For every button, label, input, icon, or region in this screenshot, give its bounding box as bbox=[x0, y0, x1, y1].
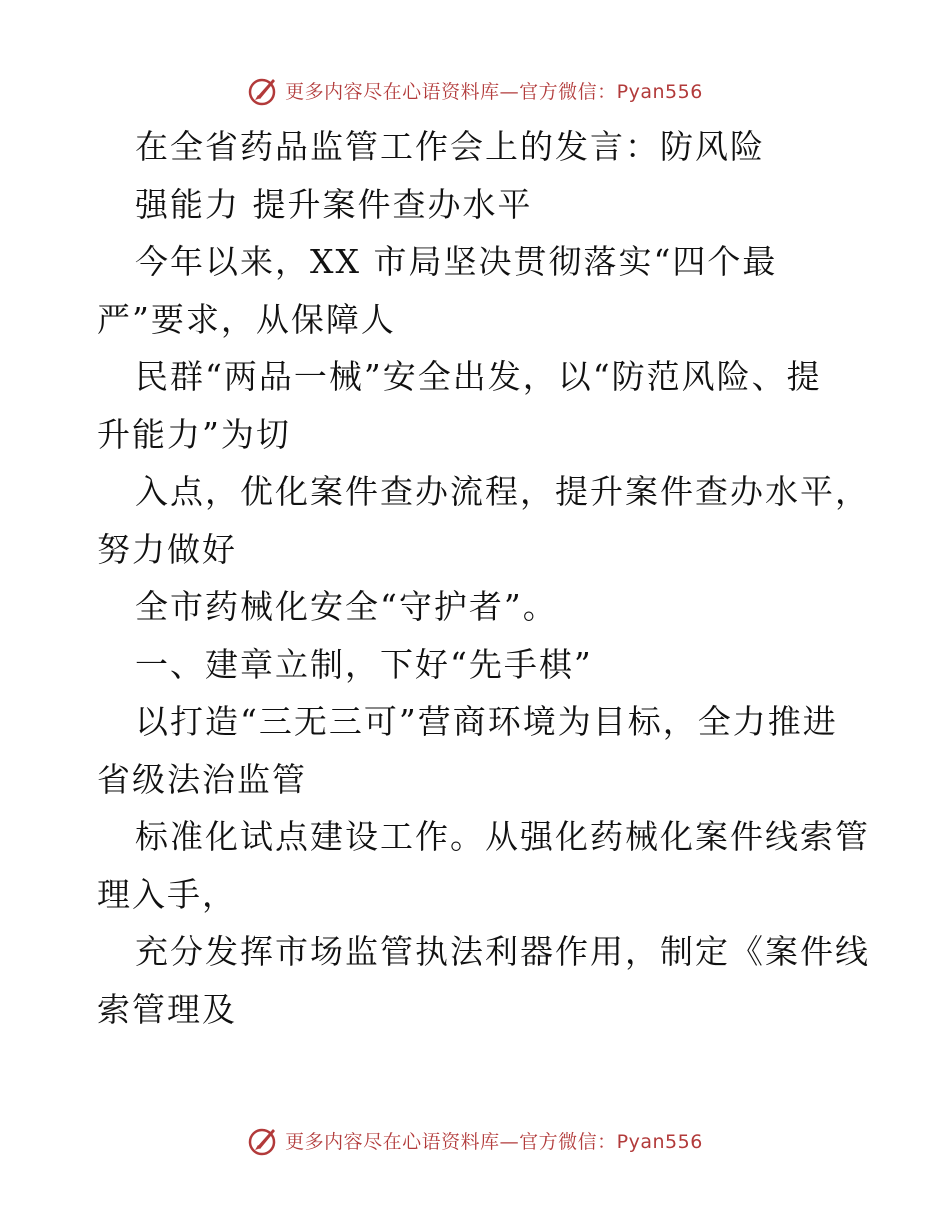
footer-wechat-id: Pyan556 bbox=[616, 1130, 703, 1153]
document-line: 索管理及 bbox=[97, 989, 237, 1029]
quill-logo-icon bbox=[247, 73, 281, 107]
footer-banner-text: 更多内容尽在心语资料库—官方微信：Pyan556 bbox=[285, 1130, 703, 1153]
document-line: 民群“两品一械”安全出发，以“防范风险、提 bbox=[135, 357, 822, 396]
document-line: 以打造“三无三可”营商环境为目标，全力推进 bbox=[135, 702, 838, 741]
document-body bbox=[97, 118, 870, 1038]
footer-banner bbox=[0, 1120, 950, 1160]
document-line: 今年以来，XX 市局坚决贯彻落实“四个最 bbox=[135, 242, 778, 281]
document-line: 严”要求，从保障人 bbox=[97, 299, 396, 339]
document-line: 一、建章立制，下好“先手棋” bbox=[135, 644, 593, 684]
document-line: 升能力”为切 bbox=[97, 414, 291, 454]
document-line: 强能力 提升案件查办水平 bbox=[135, 184, 533, 224]
document-line: 努力做好 bbox=[97, 529, 237, 569]
header-banner bbox=[0, 70, 950, 110]
document-line: 充分发挥市场监管执法利器作用，制定《案件线 bbox=[135, 932, 870, 971]
document-line: 省级法治监管 bbox=[97, 759, 307, 799]
document-line: 入点，优化案件查办流程，提升案件查办水平， bbox=[135, 472, 870, 511]
document-line: 全市药械化安全“守护者”。 bbox=[135, 587, 558, 626]
document-line: 在全省药品监管工作会上的发言：防风险 bbox=[135, 127, 765, 166]
quill-logo-icon bbox=[247, 1123, 281, 1157]
document-line: 理入手， bbox=[97, 874, 237, 914]
header-banner-text: 更多内容尽在心语资料库—官方微信：Pyan556 bbox=[285, 80, 703, 103]
header-wechat-id: Pyan556 bbox=[616, 80, 703, 103]
document-line: 标准化试点建设工作。从强化药械化案件线索管 bbox=[135, 817, 870, 856]
